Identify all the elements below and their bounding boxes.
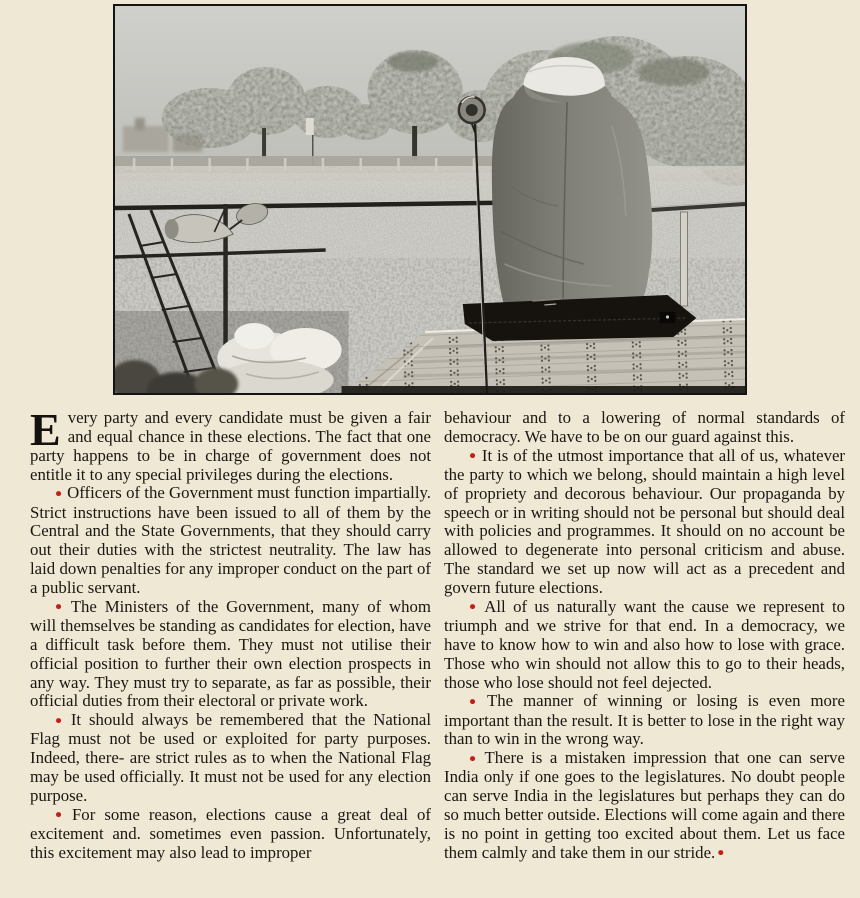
paragraph	[444, 598, 845, 693]
bullet-marker: ●	[55, 486, 63, 500]
paragraph-text: The Ministers of the Government, many of whom will themselves be standing as candidates for election, have a difficult task before them. They must not utilise their official position to further their own election prospects in any way. They must try to separate, as far as possible, their official duties from their electoral or private work.	[30, 596, 431, 711]
paragraph-text: behaviour and to a lowering of normal standards of democracy. We have to be on our guard against this.	[444, 408, 845, 446]
paragraph-text: It is of the utmost importance that all of us, whatever the party to which we belong, should maintain a high level of propriety and decorous behaviour. Our propaganda by speech or in writing should not be personal but should deal with policies and programmes. It should on no account be allowed to degenerate into personal criticism and abuse. The standard we set up now will act as a precedent and govern future elections.	[444, 445, 845, 597]
crowd-photo	[113, 4, 747, 395]
end-dot-marker: ●	[717, 846, 725, 860]
photo-illustration	[115, 6, 745, 393]
article-body	[0, 395, 860, 863]
text-column-left	[30, 404, 431, 863]
bullet-marker: ●	[469, 600, 480, 614]
paragraph	[30, 484, 431, 597]
bullet-marker: ●	[55, 808, 67, 822]
paragraph-text: All of us naturally want the cause we represent to triumph and we strive for that end. In a democracy, we have to know how to win and also how to lose with grace. Those who win should not allow this to go to their heads, those who lose should not feel dejected.	[444, 596, 845, 692]
bullet-marker: ●	[469, 751, 480, 765]
table-shadow	[342, 386, 745, 393]
text-column-right	[444, 409, 845, 863]
paragraph	[30, 598, 431, 711]
bullet-marker: ●	[55, 713, 66, 727]
paragraph-text: The manner of winning or losing is even more important than the result. It is better to lose in the right way than to win in the wrong way.	[444, 691, 845, 749]
paragraph-text: Officers of the Government must function impartially. Strict instructions have been issued to all of them by the Central and the State Governments, that they should carry out their duties with the strictest neutrality. The law has laid down penalties for any improper conduct on the part of a public servant.	[30, 483, 431, 597]
bullet-marker: ●	[469, 694, 482, 708]
paragraph-text: It should always be remembered that the National Flag must not be used or exploited for party purposes. Indeed, there- are strict rules as to when the National Flag may be used officially. It must not be used for any election purpose.	[30, 710, 431, 805]
paragraph	[444, 409, 845, 447]
bullet-marker: ●	[469, 449, 477, 463]
paragraph	[444, 749, 845, 863]
paragraph	[30, 404, 431, 484]
paragraph-text: very party and every candidate must be given a fair and equal chance in these elections. The fact that one party happens to be in charge of government does not entitle it to any special privileges during the elections.	[30, 408, 431, 484]
paragraph	[30, 806, 431, 863]
paragraph-text: There is a mistaken impression that one can serve India only if one goes to the legislatures. No doubt people can serve India in the legislatures but perhaps they can do so much better outside. Elections will come again and there is no point in getting too excited about them. Let us face them calmly and take them in our stride.	[444, 748, 845, 862]
bullet-marker: ●	[55, 600, 66, 614]
drop-cap: E	[30, 404, 61, 455]
paragraph	[30, 711, 431, 806]
paragraph	[444, 447, 845, 598]
paragraph	[444, 692, 845, 749]
paragraph-text: For some reason, elections cause a great deal of excitement and. sometimes even passion. Unfortunately, this excitement may also lead to improper	[30, 804, 431, 862]
